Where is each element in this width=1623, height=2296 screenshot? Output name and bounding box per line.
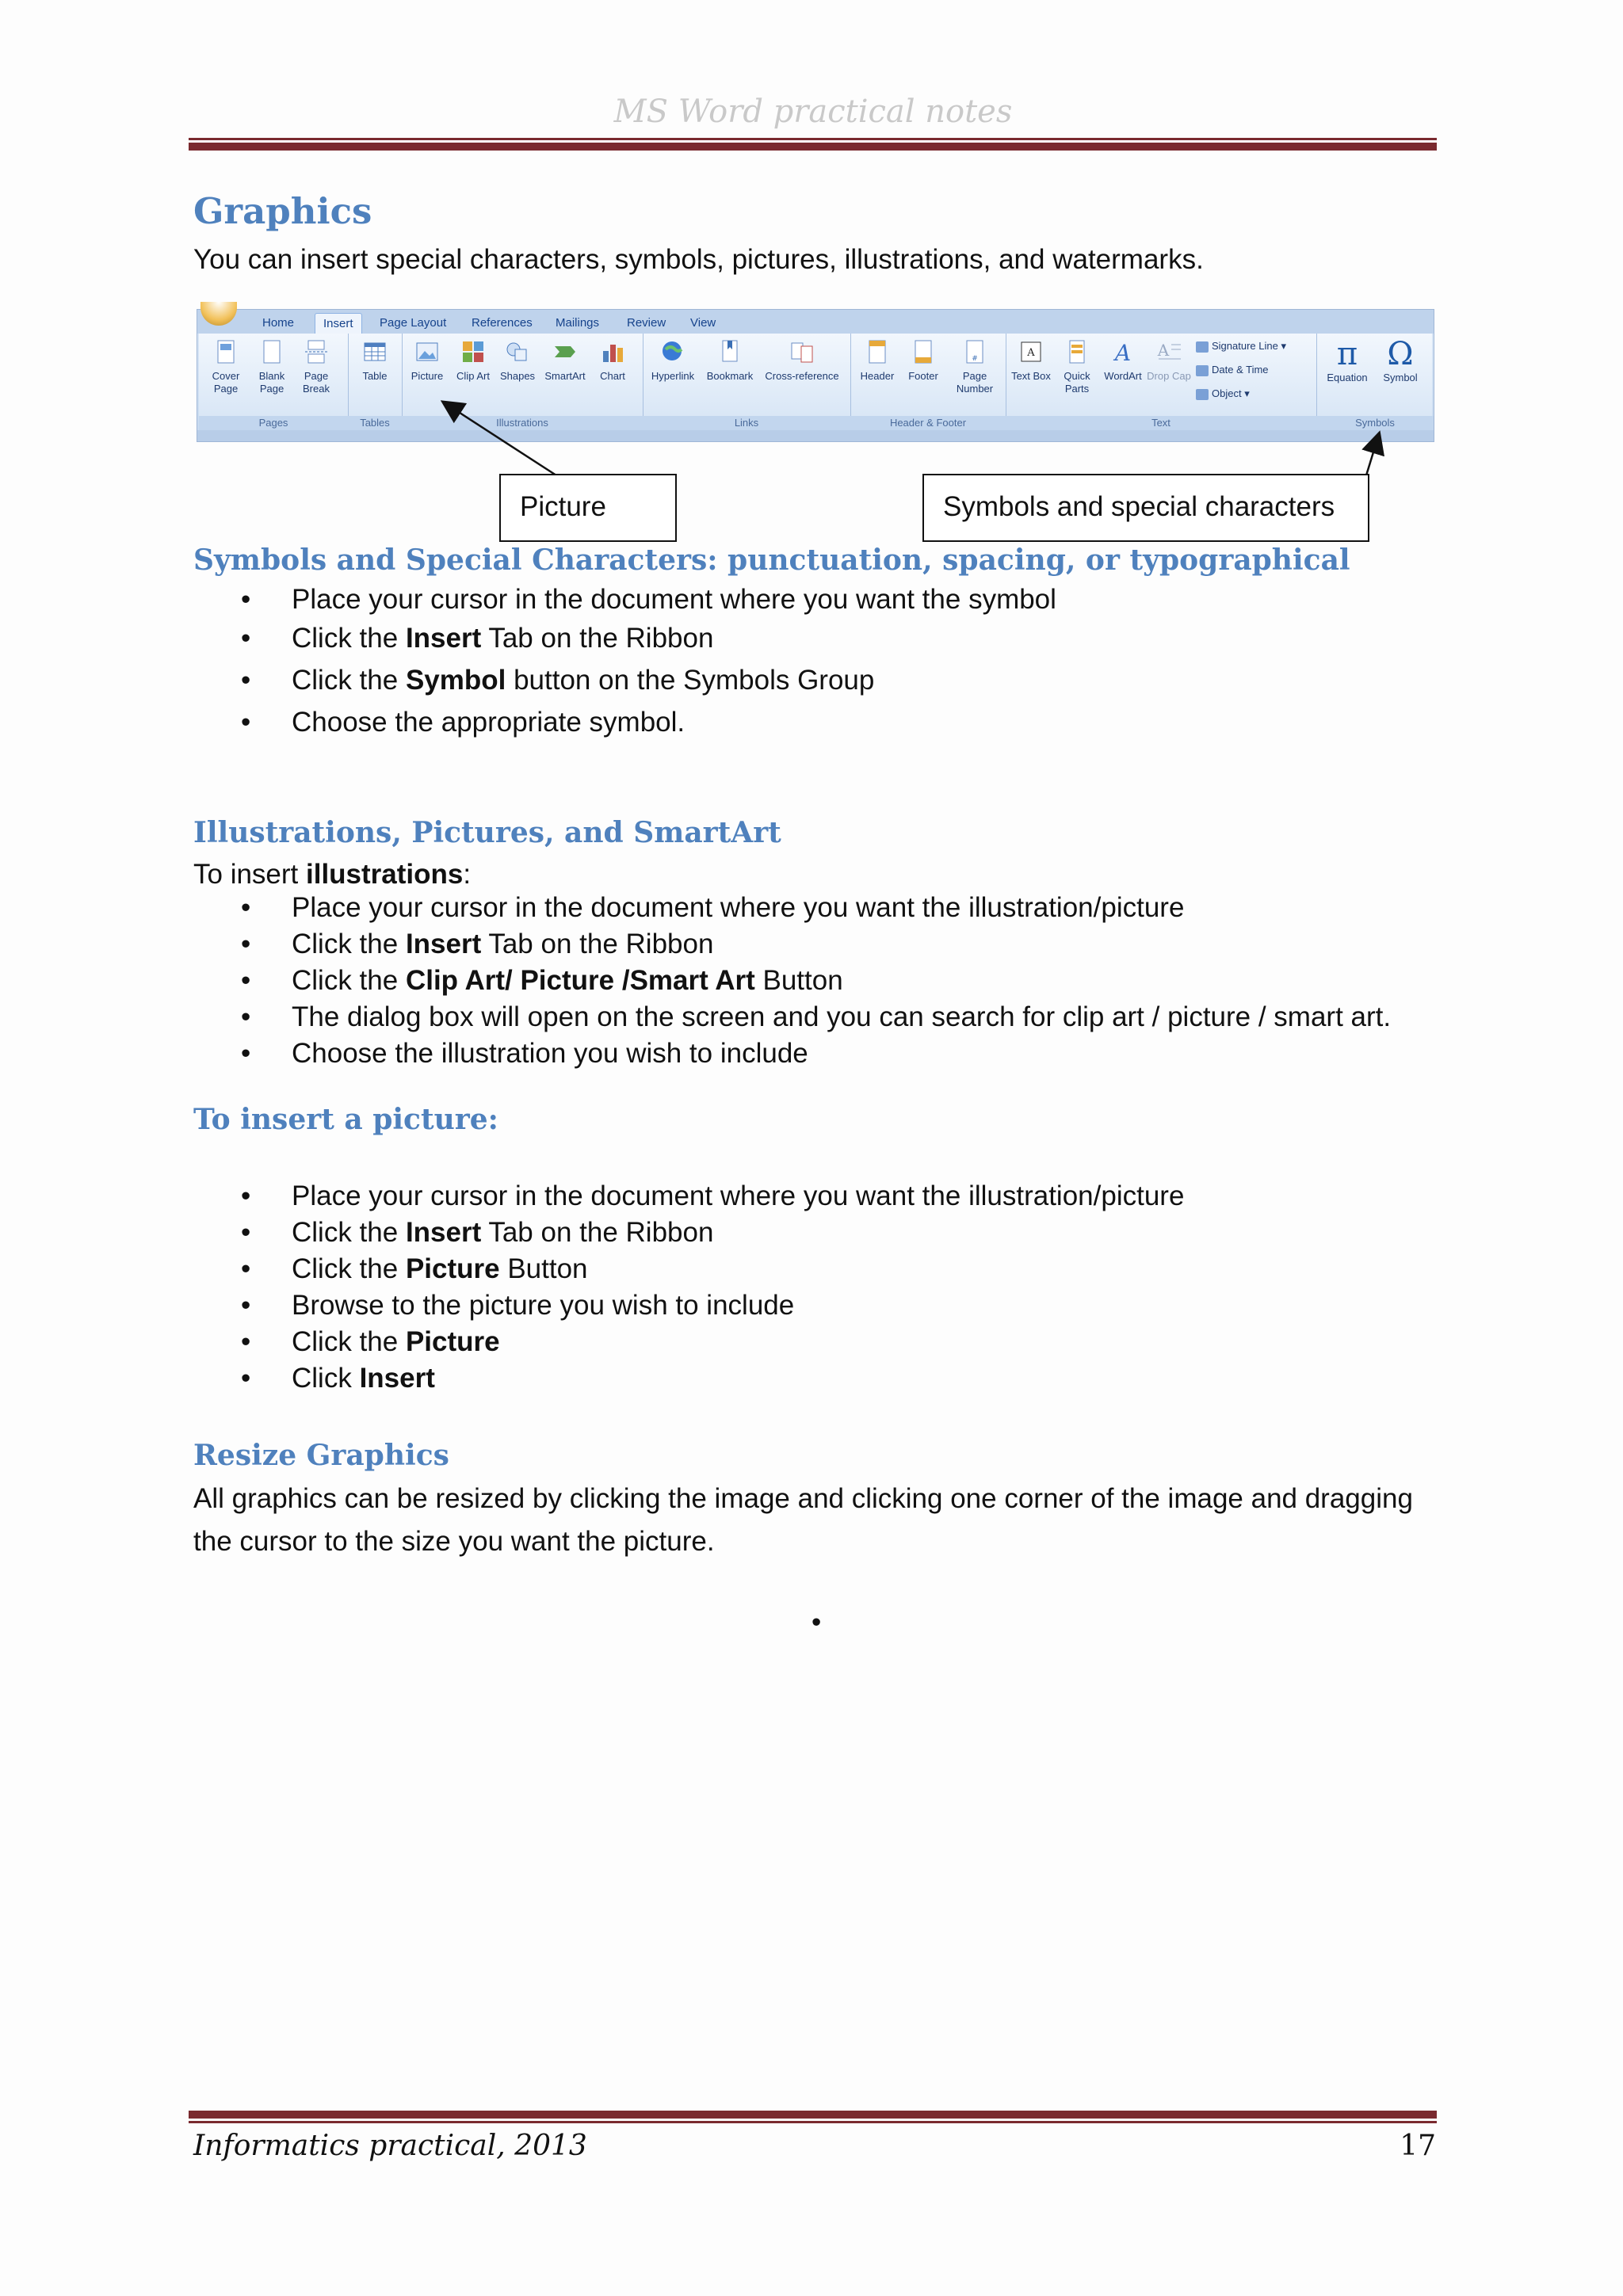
object-button[interactable]: Object ▾ (1196, 387, 1250, 400)
list-item: • The dialog box will open on the screen and you can search for clip art / picture / smart art. (193, 1001, 1430, 1038)
graphics-intro: You can insert special characters, symbols, pictures, illustrations, and watermarks. (193, 244, 1204, 275)
cover-page-label: Cover Page (212, 370, 240, 395)
resize-line-2: the cursor to the size you want the picture. (193, 1526, 715, 1557)
list-item: • Click the Picture Button (193, 1253, 1430, 1290)
picture-label: Picture (411, 370, 444, 382)
equation-label: Equation (1327, 372, 1368, 383)
list-item: • Click the Insert Tab on the Ribbon (193, 623, 1430, 665)
ribbon-tab-review[interactable]: Review (627, 316, 666, 330)
ribbon-tab-insert[interactable]: Insert (315, 313, 362, 334)
svg-text:A: A (1027, 347, 1035, 359)
group-symbols-label: Symbols (1316, 416, 1434, 430)
symbol-label: Symbol (1383, 372, 1418, 383)
group-links-label: Links (643, 416, 850, 430)
page-break-label: Page Break (303, 370, 330, 395)
drop-cap-label: Drop Cap (1147, 370, 1191, 382)
text-box-label: Text Box (1011, 370, 1051, 382)
footer-rule (189, 2111, 1437, 2123)
insert-picture-heading: To insert a picture: (193, 1103, 498, 1136)
list-item: • Choose the illustration you wish to include (193, 1038, 1430, 1074)
list-item: • Place your cursor in the document where you want the symbol (193, 584, 1430, 623)
blank-page-label: Blank Page (258, 370, 285, 395)
ribbon-tab-mailings[interactable]: Mailings (556, 316, 600, 330)
page-header-title: MS Word practical notes (613, 93, 1013, 130)
list-item: • Click the Insert Tab on the Ribbon (193, 929, 1430, 965)
picture-callout: Picture (499, 474, 677, 542)
illustrations-steps (193, 892, 1430, 1074)
symbols-heading: Symbols and Special Characters: punctuation, spacing, or typographical (193, 543, 1350, 577)
list-item: • Place your cursor in the document where you want the illustration/picture (193, 892, 1430, 929)
ribbon-tab-view[interactable]: View (690, 316, 716, 330)
list-item: • Click Insert (193, 1363, 1430, 1399)
illustrations-intro: To insert illustrations: (193, 859, 472, 890)
ribbon-tab-home[interactable]: Home (262, 316, 295, 330)
clip-art-label: Clip Art (456, 370, 490, 382)
footer-label: Footer (908, 370, 938, 382)
symbols-arrow (1366, 434, 1379, 475)
list-item: • Place your cursor in the document where you want the illustration/picture (193, 1180, 1430, 1217)
shapes-label: Shapes (499, 370, 536, 382)
picture-arrow (444, 402, 556, 475)
list-item: • Click the Clip Art/ Picture /Smart Art Button (193, 965, 1430, 1001)
ribbon-tab-page-layout[interactable]: Page Layout (380, 316, 447, 330)
ribbon-tab-references[interactable]: References (472, 316, 533, 330)
omega-icon: Ω (1387, 336, 1414, 372)
list-item: • Click the Insert Tab on the Ribbon (193, 1217, 1430, 1253)
quick-parts-label: Quick Parts (1064, 370, 1090, 395)
date-time-label: Date & Time (1212, 364, 1269, 376)
resize-line-1: All graphics can be resized by clicking the image and clicking one corner of the image and dragging (193, 1483, 1413, 1514)
group-text-label: Text (1006, 416, 1316, 430)
chart-label: Chart (600, 370, 625, 382)
footer-text: Informatics practical, 2013 (193, 2130, 587, 2162)
group-pages-label: Pages (199, 416, 348, 430)
group-header-footer-label: Header & Footer (850, 416, 1006, 430)
page-number-label: Page Number (956, 370, 994, 395)
object-label: Object (1212, 387, 1242, 399)
graphics-heading: Graphics (193, 190, 372, 232)
signature-line-button[interactable]: Signature Line ▾ (1196, 340, 1286, 353)
stray-bullet: • (812, 1607, 822, 1638)
svg-text:A: A (1114, 340, 1132, 365)
symbols-steps (193, 584, 1430, 746)
pi-icon: π (1336, 336, 1358, 372)
cross-reference-label: Cross-reference (765, 370, 839, 382)
signature-line-label: Signature Line (1212, 340, 1278, 352)
table-label: Table (362, 370, 388, 382)
resize-heading: Resize Graphics (193, 1439, 449, 1472)
list-item: • Click the Picture (193, 1326, 1430, 1363)
header-label: Header (860, 370, 895, 382)
page-number: 17 (1400, 2130, 1436, 2162)
group-illustrations-label: Illustrations (402, 416, 643, 430)
picture-steps (193, 1180, 1430, 1399)
svg-text:#: # (972, 355, 978, 363)
list-item: • Browse to the picture you wish to include (193, 1290, 1430, 1326)
hyperlink-label: Hyperlink (651, 370, 695, 382)
smartart-label: SmartArt (544, 370, 586, 382)
bookmark-label: Bookmark (706, 370, 754, 382)
wordart-label: WordArt (1104, 370, 1142, 382)
illustrations-heading: Illustrations, Pictures, and SmartArt (193, 816, 781, 849)
svg-text:A: A (1157, 341, 1170, 360)
list-item: • Choose the appropriate symbol. (193, 707, 1430, 746)
group-tables-label: Tables (348, 416, 402, 430)
list-item: • Click the Symbol button on the Symbols Group (193, 665, 1430, 707)
symbols-callout: Symbols and special characters (922, 474, 1369, 542)
